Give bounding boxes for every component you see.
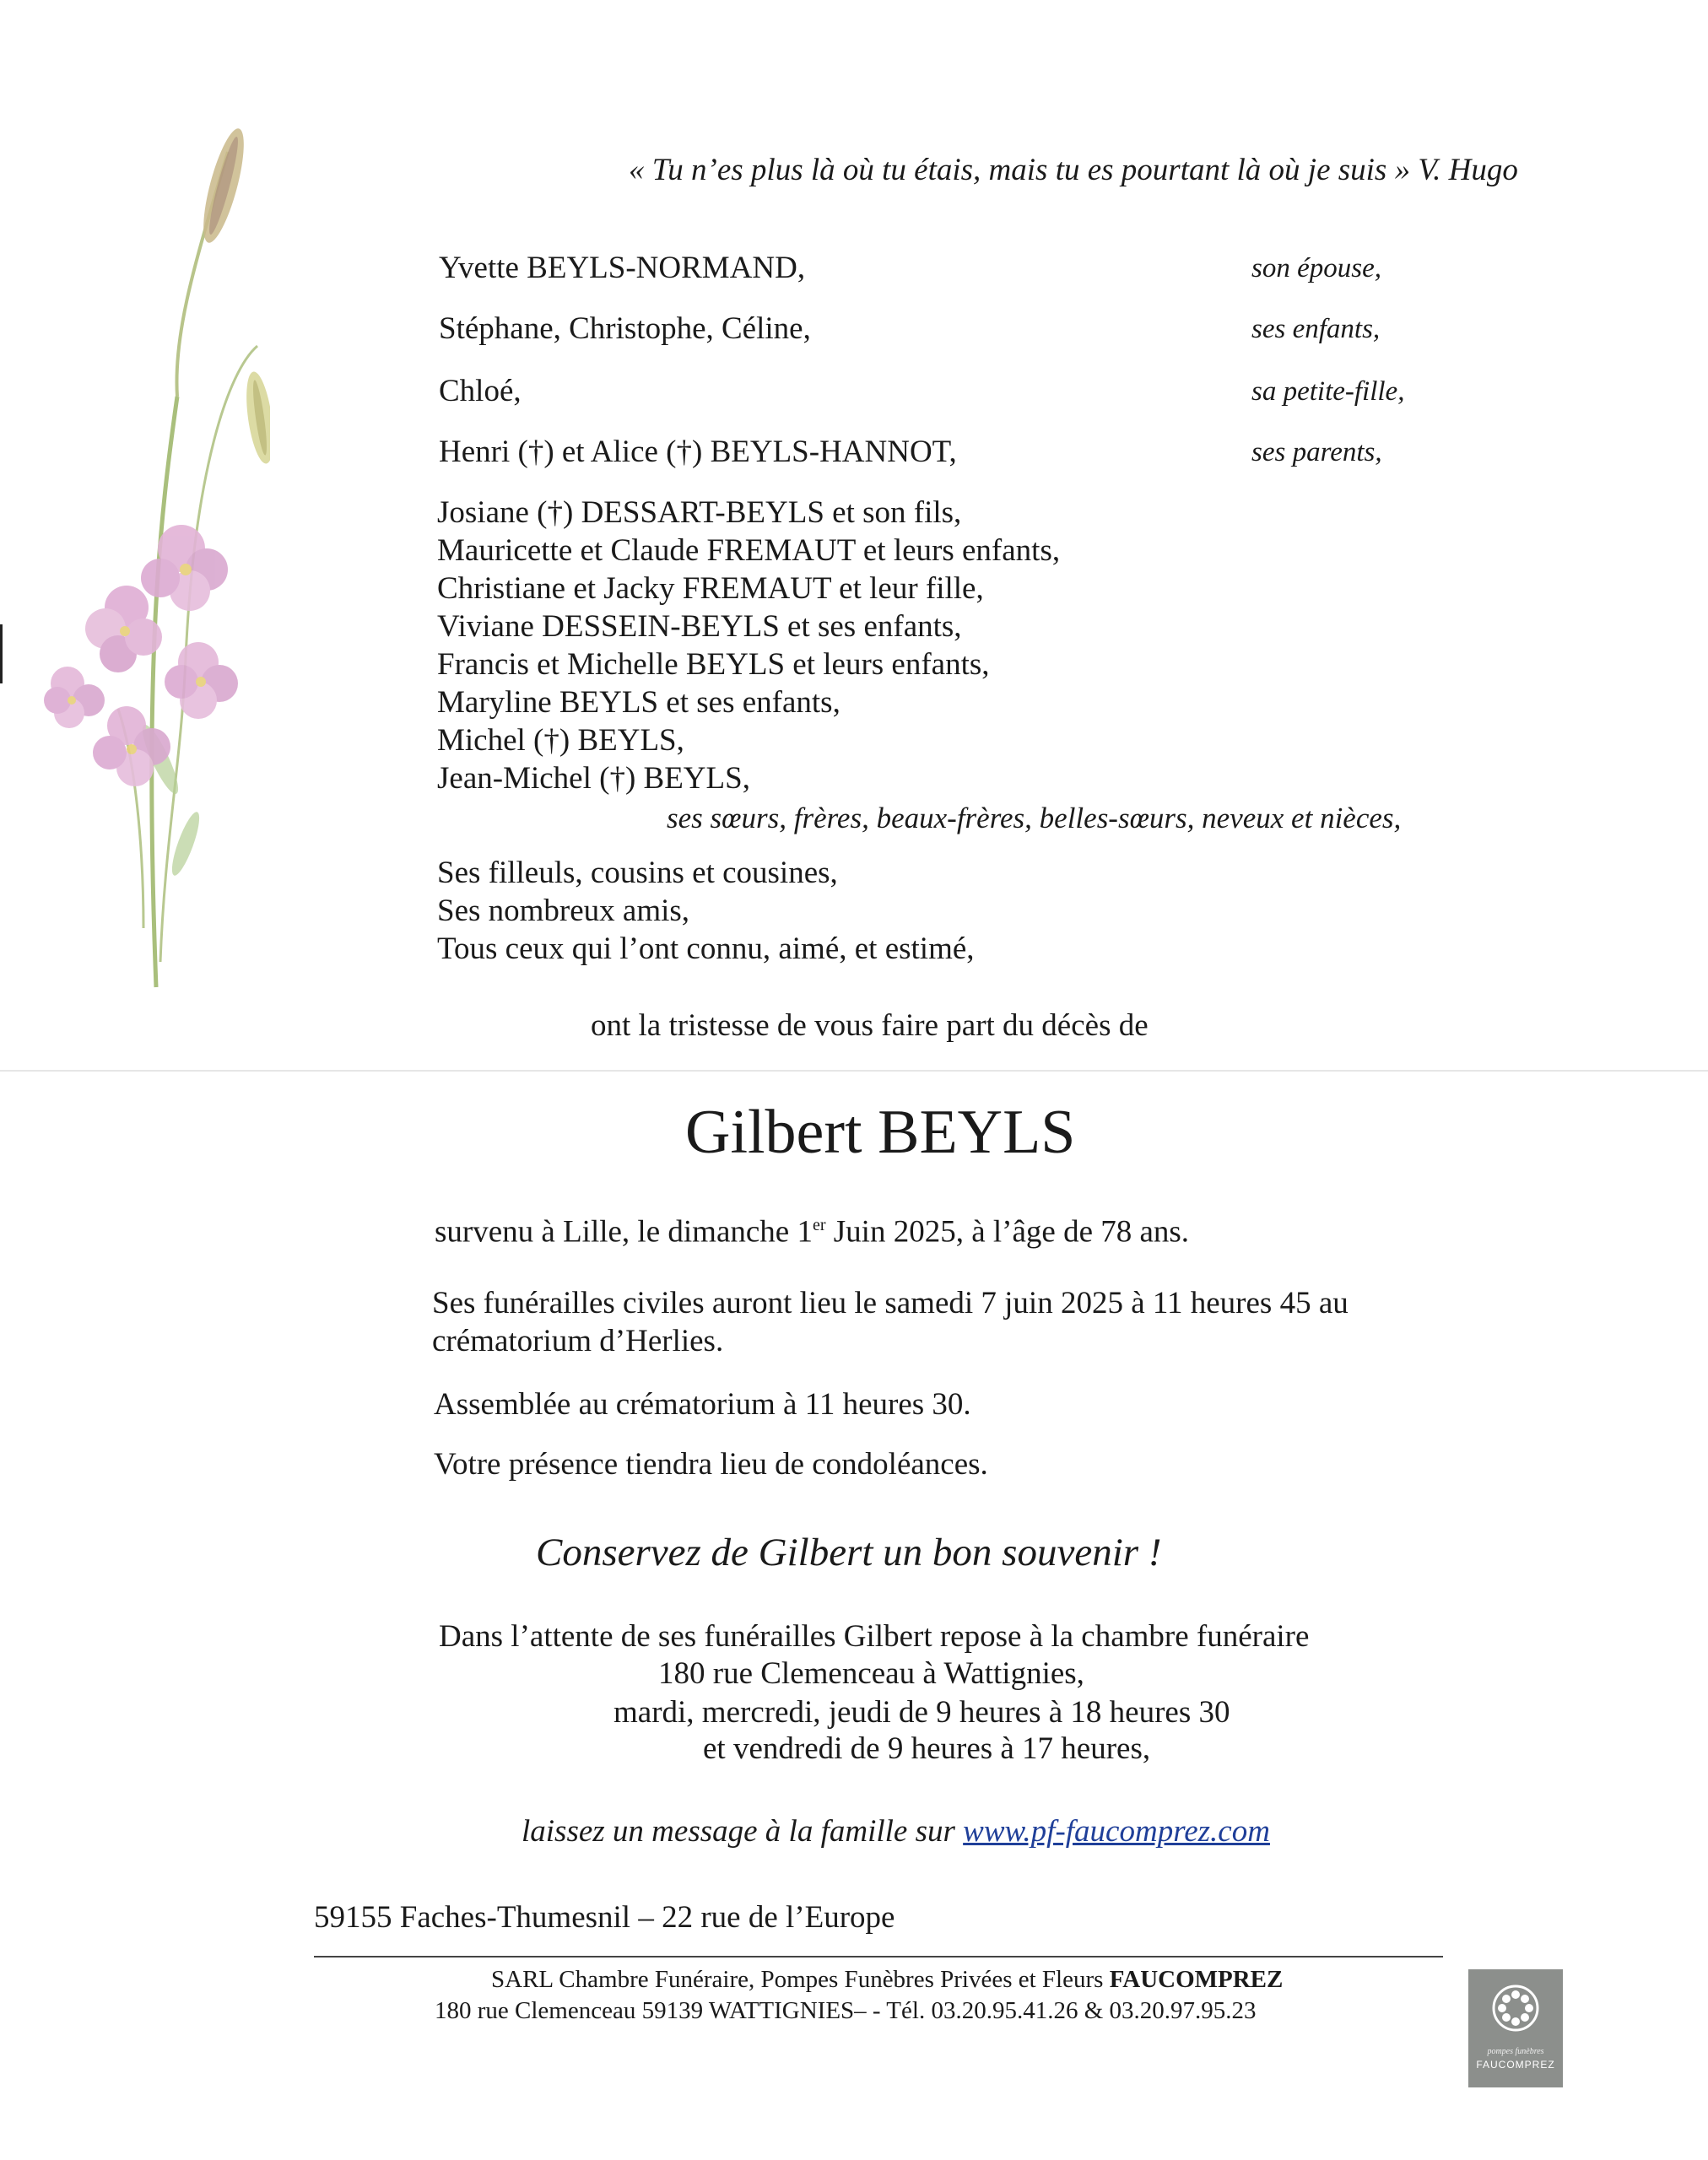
siblings-relation: ses sœurs, frères, beaux-frères, belles-sœurs, neveux et nièces,	[667, 802, 1402, 834]
logo-brand: FAUCOMPREZ	[1476, 2059, 1555, 2071]
rest-line: mardi, mercredi, jeudi de 9 heures à 18 heures 30	[613, 1695, 1230, 1730]
scan-mark	[0, 624, 3, 683]
family-name: Stéphane, Christophe, Céline,	[439, 311, 811, 346]
footer-company: SARL Chambre Funéraire, Pompes Funèbres Privées et Fleurs	[491, 1966, 1110, 1993]
flower	[44, 667, 105, 728]
siblings-list	[437, 494, 1060, 797]
announcement: ont la tristesse de vous faire part du décès de	[591, 1008, 1149, 1043]
flower-emblem-icon	[1490, 1983, 1541, 2033]
others-line: Tous ceux qui l’ont connu, aimé, et estimé,	[437, 932, 975, 966]
souvenir: Conservez de Gilbert un bon souvenir !	[536, 1531, 1162, 1574]
logo-script: pompes funèbres	[1487, 2047, 1544, 2056]
sibling-line: Jean-Michel (†) BEYLS,	[437, 761, 750, 796]
family-name: Yvette BEYLS-NORMAND,	[439, 251, 806, 285]
footer-line-1	[491, 1964, 1283, 1995]
rest-line: 180 rue Clemenceau à Wattignies,	[658, 1656, 1084, 1691]
sibling-line: Maryline BEYLS et ses enfants,	[437, 685, 840, 720]
others-line: Ses nombreux amis,	[437, 894, 690, 928]
address: 59155 Faches-Thumesnil – 22 rue de l’Europe	[314, 1900, 895, 1935]
funeral-line: crématorium d’Herlies.	[432, 1324, 724, 1358]
others-line: Ses filleuls, cousins et cousines,	[437, 856, 838, 890]
floral-illustration	[17, 118, 270, 996]
flower	[141, 525, 228, 611]
flower	[165, 642, 238, 719]
family-relation: ses enfants,	[1251, 314, 1381, 344]
death-info	[435, 1207, 1189, 1250]
flower	[85, 586, 162, 672]
company-logo	[1468, 1969, 1563, 2087]
assembly: Assemblée au crématorium à 11 heures 30.	[434, 1387, 971, 1422]
footer-brand: FAUCOMPREZ	[1109, 1966, 1284, 1993]
message-text: laissez un message à la famille sur	[522, 1814, 964, 1849]
message	[522, 1812, 1270, 1850]
sibling-line: Francis et Michelle BEYLS et leurs enfants,	[437, 647, 990, 682]
fold-line	[0, 1070, 1708, 1072]
family-name: Henri (†) et Alice (†) BEYLS-HANNOT,	[439, 435, 957, 469]
funeral-info	[432, 1284, 1349, 1360]
deceased-name: Gilbert BEYLS	[685, 1098, 1076, 1167]
family-relation: ses parents,	[1251, 437, 1382, 467]
rest-line: et vendredi de 9 heures à 17 heures,	[703, 1731, 1151, 1766]
funeral-line: Ses funérailles civiles auront lieu le samedi 7 juin 2025 à 11 heures 45 au	[432, 1286, 1349, 1320]
sibling-line: Mauricette et Claude FREMAUT et leurs enfants,	[437, 533, 1061, 568]
family-name: Chloé,	[439, 374, 522, 408]
death-sup: er	[812, 1216, 826, 1234]
rest-line: Dans l’attente de ses funérailles Gilbert repose à la chambre funéraire	[439, 1619, 1310, 1654]
family-relation: son épouse,	[1251, 253, 1381, 284]
death-after: Juin 2025, à l’âge de 78 ans.	[825, 1214, 1190, 1250]
sibling-line: Josiane (†) DESSART-BEYLS et son fils,	[437, 495, 962, 530]
others-list	[437, 854, 975, 968]
family-relation: sa petite-fille,	[1251, 376, 1405, 407]
sibling-line: Michel (†) BEYLS,	[437, 723, 684, 758]
sibling-line: Christiane et Jacky FREMAUT et leur fille,	[437, 571, 984, 606]
condolences: Votre présence tiendra lieu de condoléances.	[434, 1447, 988, 1482]
sibling-line: Viviane DESSEIN-BEYLS et ses enfants,	[437, 609, 962, 644]
footer-line-2: 180 rue Clemenceau 59139 WATTIGNIES– - Tél. 03.20.95.41.26 & 03.20.97.95.23	[435, 1997, 1257, 2024]
quote: « Tu n’es plus là où tu étais, mais tu es pourtant là où je suis » V. Hugo	[629, 153, 1518, 187]
death-before: survenu à Lille, le dimanche 1	[435, 1214, 813, 1250]
footer-divider	[314, 1956, 1443, 1958]
website-link[interactable]: www.pf-faucomprez.com	[963, 1814, 1270, 1849]
